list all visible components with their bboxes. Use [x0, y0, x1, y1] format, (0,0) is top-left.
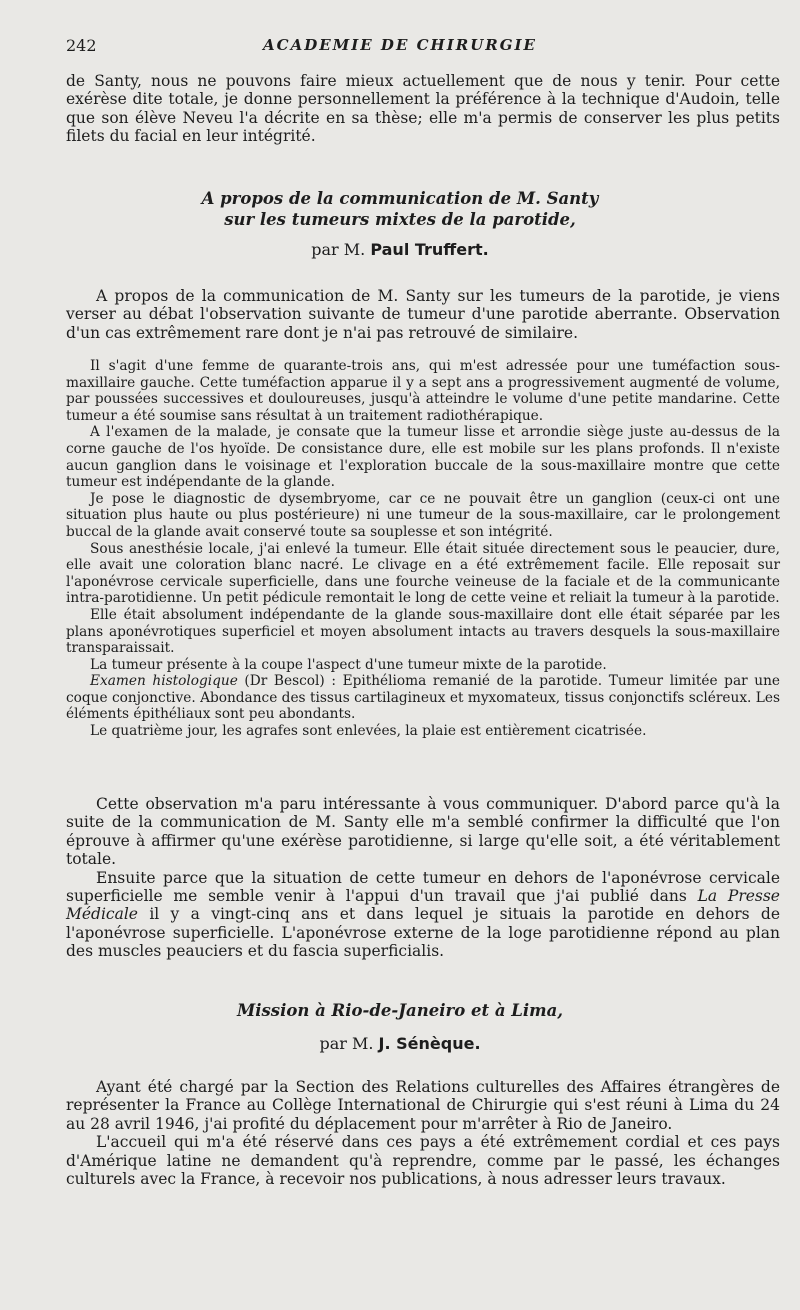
- page-header: [0, 36, 800, 60]
- article1-conclusion: [66, 795, 780, 961]
- page-number: 242: [66, 36, 97, 55]
- histology-label: Examen histologique: [90, 673, 238, 690]
- intro-paragraph: de Santy, nous ne pouvons faire mieux actuellement que de nous y tenir. Pour cette exérèse dite totale, je donne personnellement la préférence à la technique d'Audoin, telle que son élève Neveu l'a décrite en sa thèse; elle m'a permis de conserver les plus petits filets du facial en leur intégrité.: [66, 72, 780, 146]
- case-paragraph: La tumeur présente à la coupe l'aspect d'une tumeur mixte de la parotide.: [90, 656, 607, 673]
- article2-paragraph: Ayant été chargé par la Section des Relations culturelles des Affaires étrangères de représenter la France au Collège International de Chirurgie qui s'est réuni à Lima du 24 au 28 avril 1946, j'ai profité du déplacement pour m'arrêter à Rio de Janeiro.: [66, 1078, 780, 1133]
- article1-byline-prefix: par M.: [311, 240, 366, 259]
- conclusion-paragraph: Cette observation m'a paru intéressante à vous communiquer. D'abord parce qu'à la suite de la communication de M. Santy elle m'a semblé confirmer la difficulté que l'on éprouve à affirmer qu'une exérèse parotidienne, si large qu'elle soit, a été véritablement totale.: [66, 795, 780, 869]
- article1-title: [0, 188, 800, 230]
- journal-name: La Presse Médicale: [66, 887, 780, 924]
- case-paragraph: Il s'agit d'une femme de quarante-trois ans, qui m'est adressée pour une tuméfaction sous-maxillaire gauche. Cette tuméfaction apparue il y a sept ans a progressivement augmenté de volume, par poussées successives et douloureuses, jusqu'à atteindre le volume d'une petite mandarine. Cette tumeur a été soumise sans résultat à un traitement radiothérapique.: [66, 358, 780, 424]
- article1-case-report: [66, 358, 780, 740]
- article2-author: J. Sénèque.: [378, 1034, 481, 1053]
- conclusion-paragraph: [66, 869, 780, 961]
- conclusion2-part-b: il y a vingt-cinq ans et dans lequel je situais la parotide en dehors de l'aponévrose superficielle. L'aponévrose externe de la loge parotidienne répond au plan des muscles peauciers et du fascia superficialis.: [66, 905, 780, 961]
- article1-lead: [66, 287, 780, 342]
- conclusion2-part-a: Ensuite parce que la situation de cette tumeur en dehors de l'aponévrose cervicale superficielle me semble venir à l'appui d'un travail que j'ai publié dans: [66, 868, 780, 906]
- running-head: ACADEMIE DE CHIRURGIE: [263, 36, 537, 54]
- article1-title-line1: A propos de la communication de M. Santy: [201, 189, 599, 208]
- case-paragraph: A l'examen de la malade, je consate que la tumeur lisse et arrondie siège juste au-dessus de la corne gauche de l'os hyoïde. De consistance dure, elle est mobile sur les plans profonds. Il n'existe aucun ganglion dans le voisinage et l'exploration buccale de la sous-maxillaire montre que cette tumeur est indépendante de la glande.: [66, 424, 780, 491]
- article2-byline-prefix: par M.: [319, 1034, 374, 1053]
- intro-block: [66, 72, 780, 146]
- case-paragraph: Elle était absolument indépendante de la glande sous-maxillaire dont elle était séparée par les plans aponévrotiques superficiel et moyen absolument intacts au travers desquels la sous-maxillaire transparaissait.: [66, 606, 780, 657]
- case-paragraph: Je pose le diagnostic de dysembryome, car ce ne pouvait être un ganglion (ceux-ci ont une situation plus haute ou plus postérieure) ni une tumeur de la sous-maxillaire, car le prolongement buccal de la glande avait conservé toute sa souplesse et son intégrité.: [66, 490, 780, 540]
- case-paragraph: Sous anesthésie locale, j'ai enlevé la tumeur. Elle était située directement sous le peaucier, dure, elle avait une coloration blanc nacré. Le clivage en a été extrêmement facile. Elle reposait sur l'aponévrose cervicale superficielle, dans une fourche veineuse de la faciale et de la communicante intra-parotidienne. Un petit pédicule remontait le long de cette veine et reliait la tumeur à la parotide.: [66, 540, 780, 607]
- article1-title-line2: sur les tumeurs mixtes de la parotide,: [224, 210, 576, 229]
- case-paragraph: Le quatrième jour, les agrafes sont enlevées, la plaie est entièrement cicatrisée.: [90, 723, 647, 740]
- article1-author: Paul Truffert.: [370, 240, 489, 259]
- histology-reference: (Dr Bescol) :: [237, 673, 343, 690]
- article2-title: Mission à Rio-de-Janeiro et à Lima,: [236, 1001, 564, 1020]
- histology-text: Epithélioma remanié de la parotide. Tumeur limitée par une coque conjonctive. Abondance des tissus cartilagineux et myxomateux, tissus conjonctifs scléreux. Les éléments épithéliaux sont peu abondants.: [66, 673, 781, 723]
- article2-byline: [0, 1034, 800, 1053]
- histology-paragraph: [66, 673, 780, 723]
- article1-lead-paragraph: A propos de la communication de M. Santy sur les tumeurs de la parotide, je viens verser au débat l'observation suivante de tumeur d'une parotide aberrante. Observation d'un cas extrêmement rare dont je n'ai pas retrouvé de similaire.: [66, 287, 780, 342]
- article2-body: [66, 1078, 780, 1188]
- article1-byline: [0, 240, 800, 259]
- article2-paragraph: L'accueil qui m'a été réservé dans ces pays a été extrêmement cordial et ces pays d'Amérique latine ne demandent qu'à reprendre, comme par le passé, les échanges culturels avec la France, à recevoir nos publications, à nous adresser leurs travaux.: [66, 1133, 780, 1189]
